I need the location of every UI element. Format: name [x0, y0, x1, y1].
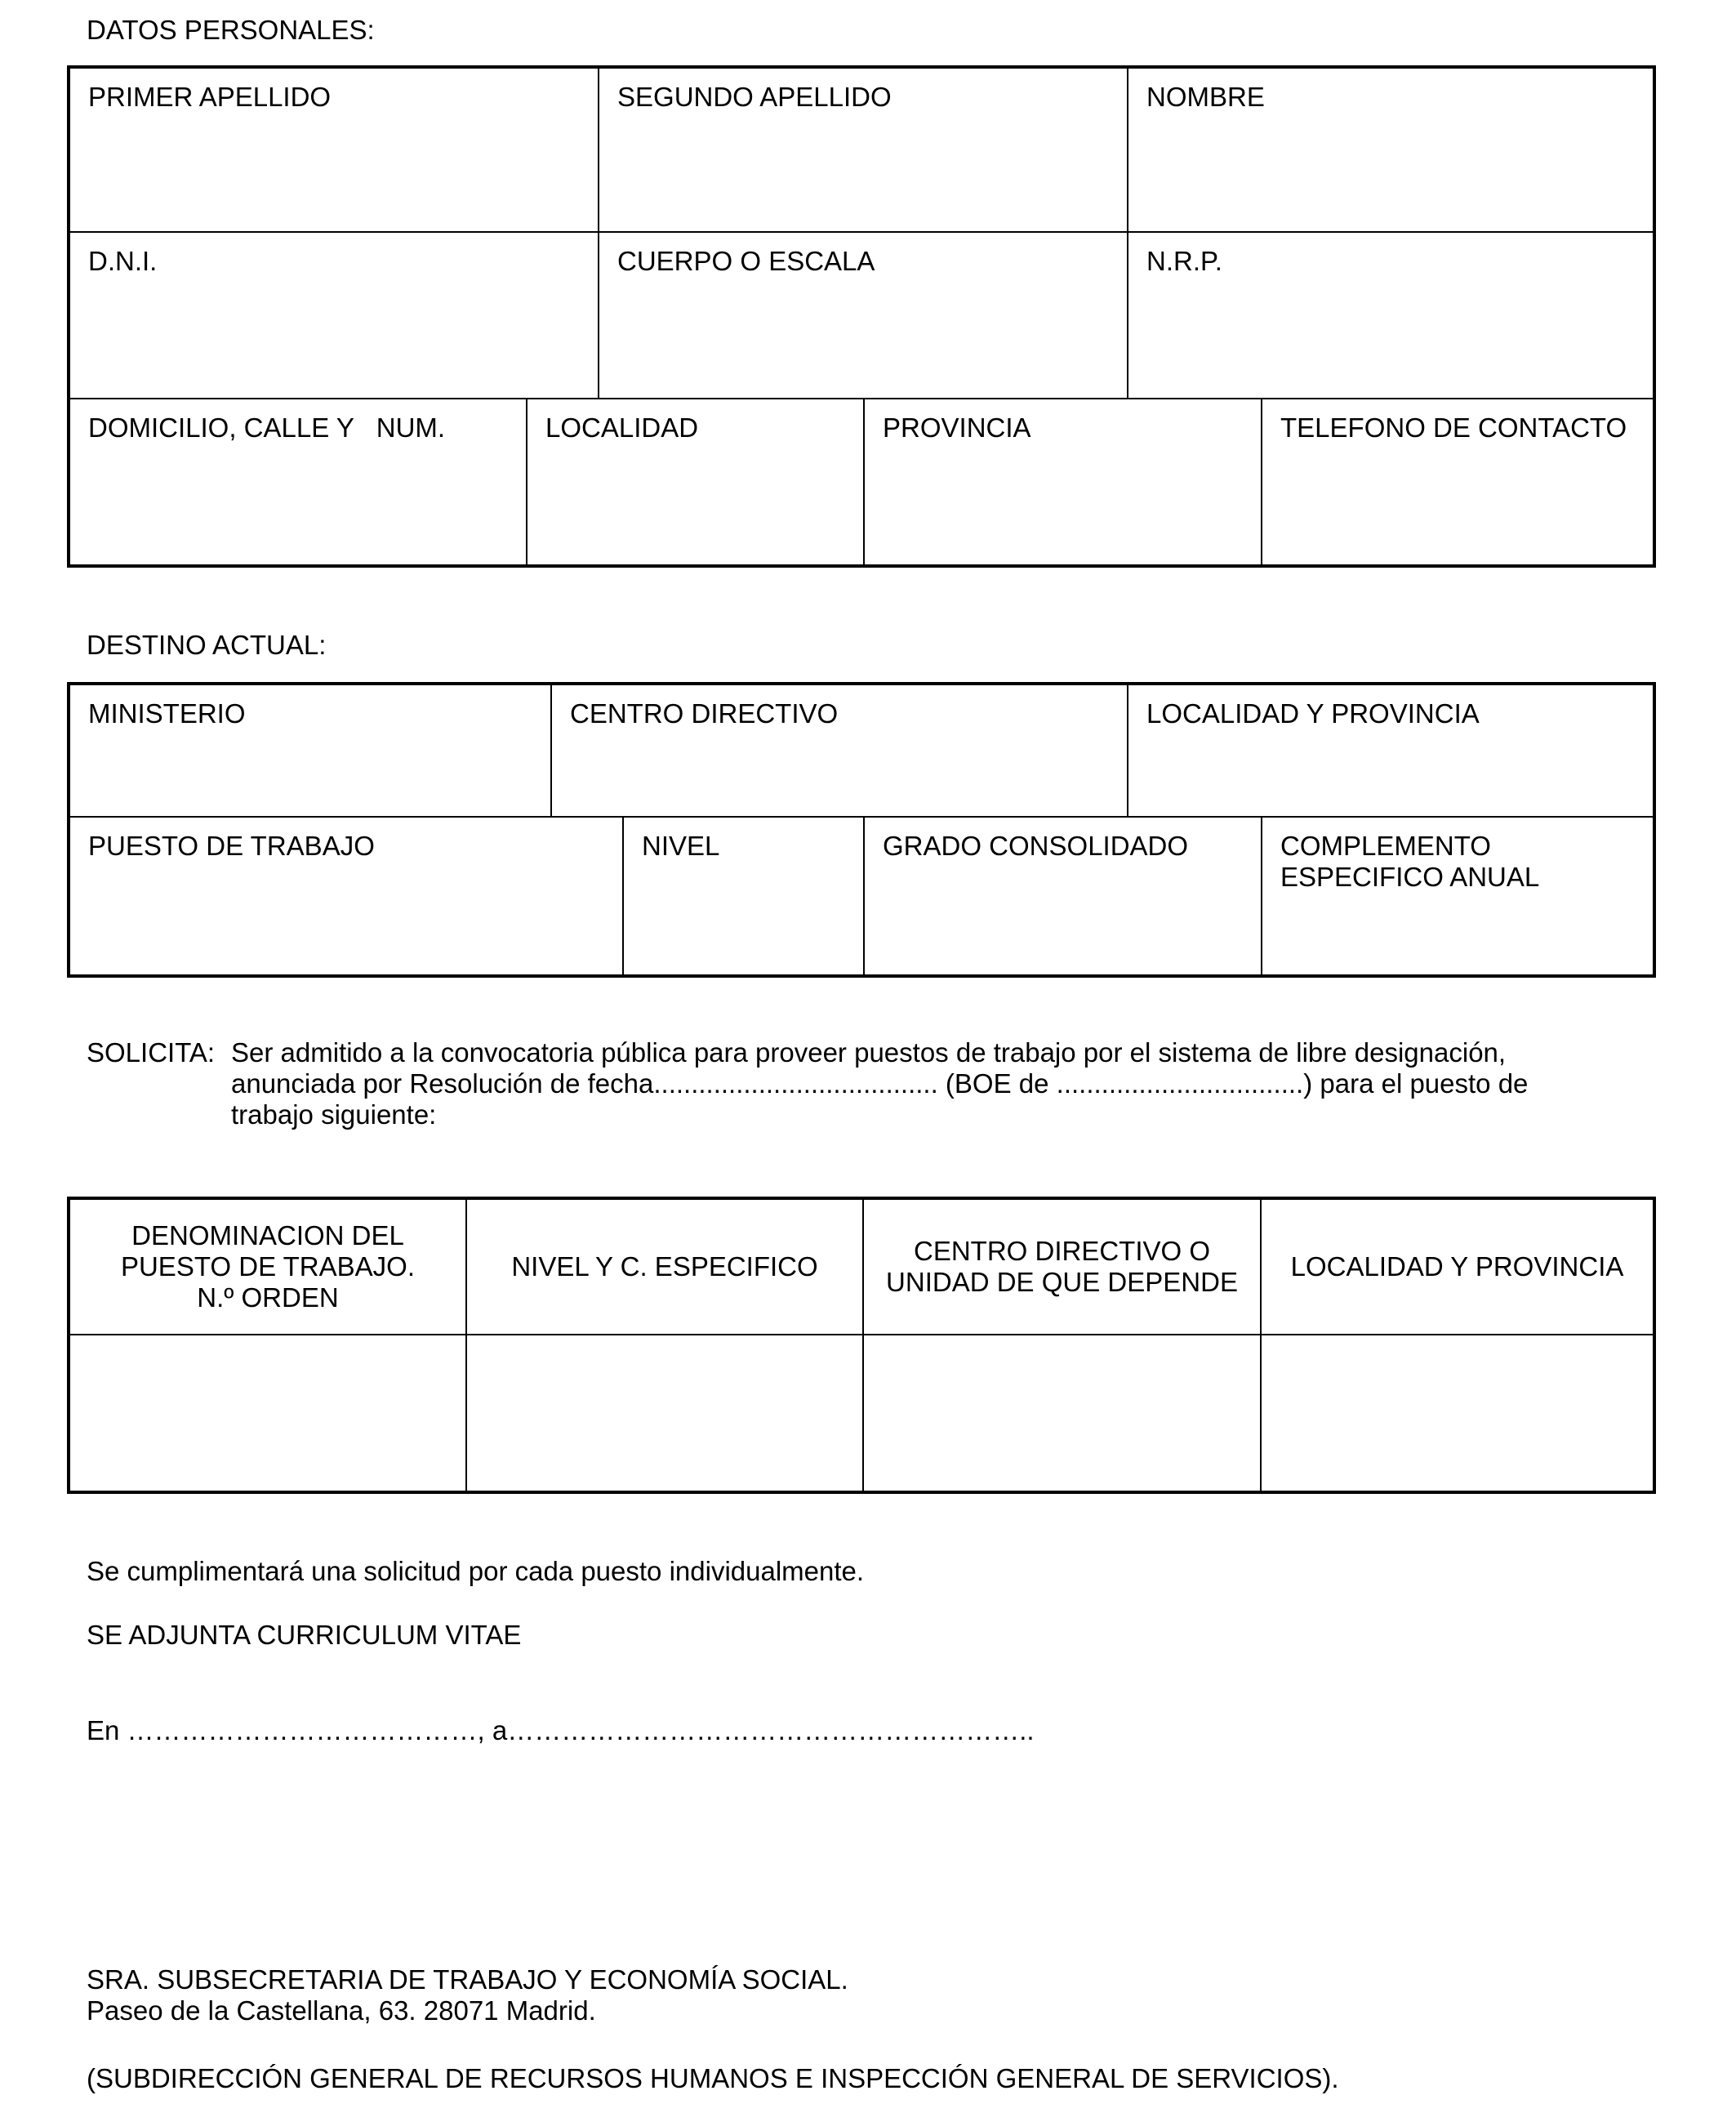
- grado-consolidado-field[interactable]: [864, 817, 1262, 975]
- localidad-label: LOCALIDAD: [545, 412, 699, 443]
- ministerio-field[interactable]: [69, 684, 551, 817]
- telefono-label: TELEFONO DE CONTACTO: [1280, 412, 1627, 443]
- nrp-label: N.R.P.: [1146, 246, 1222, 276]
- centro-directivo-label: CENTRO DIRECTIVO: [570, 698, 839, 729]
- destino-actual-heading: DESTINO ACTUAL:: [87, 630, 327, 660]
- nrp-field[interactable]: [1128, 232, 1654, 399]
- address-line-2: Paseo de la Castellana, 63. 28071 Madrid.: [87, 1995, 596, 2026]
- primer-apellido-label: PRIMER APELLIDO: [88, 82, 332, 112]
- complemento-label: COMPLEMENTO ESPECIFICO ANUAL: [1280, 831, 1540, 892]
- primer-apellido-field[interactable]: [69, 68, 599, 232]
- puesto-table-header-nivel: [466, 1199, 863, 1335]
- datos-personales-heading: DATOS PERSONALES:: [87, 15, 375, 45]
- ministerio-label: MINISTERIO: [88, 698, 246, 729]
- solicita-paragraph: [87, 1037, 1556, 1130]
- localidad-field[interactable]: [527, 399, 864, 565]
- domicilio-label: DOMICILIO, CALLE Y NUM.: [88, 412, 446, 443]
- puesto-table-header-nivel-text: NIVEL Y C. ESPECIFICO: [511, 1251, 818, 1282]
- complemento-field[interactable]: [1262, 817, 1654, 975]
- solicita-label: SOLICITA:: [87, 1037, 216, 1068]
- nivel-label: NIVEL: [642, 831, 720, 861]
- grado-consolidado-label: GRADO CONSOLIDADO: [883, 831, 1189, 861]
- nombre-field[interactable]: [1128, 68, 1654, 232]
- puesto-table-cell-centro[interactable]: [863, 1335, 1261, 1491]
- puesto-table-header-centro: [863, 1199, 1261, 1335]
- puesto-table-header-localidad: [1261, 1199, 1654, 1335]
- puesto-table-header-centro-text: CENTRO DIRECTIVO O UNIDAD DE QUE DEPENDE: [886, 1236, 1238, 1297]
- localidad-provincia-label: LOCALIDAD Y PROVINCIA: [1146, 698, 1480, 729]
- nivel-field[interactable]: [623, 817, 864, 975]
- solicita-line-2: anunciada por Resolución de fecha...................................... (BOE de .................................) para el puesto de: [231, 1068, 1529, 1099]
- puesto-table-cell-nivel[interactable]: [466, 1335, 863, 1491]
- puesto-table-cell-localidad[interactable]: [1261, 1335, 1654, 1491]
- lugar-fecha-line[interactable]: En …………………………………, a…………………………………………………..: [87, 1715, 1035, 1745]
- curriculum-note: SE ADJUNTA CURRICULUM VITAE: [87, 1620, 522, 1650]
- una-solicitud-note: Se cumplimentará una solicitud por cada puesto individualmente.: [87, 1556, 865, 1586]
- provincia-label: PROVINCIA: [883, 412, 1031, 443]
- dni-field[interactable]: [69, 232, 599, 399]
- puesto-table: [67, 1197, 1656, 1494]
- localidad-provincia-field[interactable]: [1128, 684, 1654, 817]
- nombre-label: NOMBRE: [1146, 82, 1265, 112]
- dni-label: D.N.I.: [88, 246, 158, 276]
- puesto-trabajo-field[interactable]: [69, 817, 623, 975]
- puesto-trabajo-label: PUESTO DE TRABAJO: [88, 831, 375, 861]
- puesto-table-header-localidad-text: LOCALIDAD Y PROVINCIA: [1290, 1251, 1624, 1282]
- address-line-1: SRA. SUBSECRETARIA DE TRABAJO Y ECONOMÍA SOCIAL.: [87, 1964, 848, 1995]
- segundo-apellido-field[interactable]: [599, 68, 1128, 232]
- cuerpo-escala-field[interactable]: [599, 232, 1128, 399]
- segundo-apellido-label: SEGUNDO APELLIDO: [617, 82, 892, 112]
- domicilio-field[interactable]: [69, 399, 527, 565]
- puesto-table-header-denominacion-text: DENOMINACION DEL PUESTO DE TRABAJO. N.º ORDEN: [120, 1220, 416, 1313]
- datos-personales-form: [67, 65, 1656, 568]
- solicita-line-1: Ser admitido a la convocatoria pública para proveer puestos de trabajo por el sistema de libre designación,: [231, 1037, 1507, 1068]
- centro-directivo-field[interactable]: [551, 684, 1128, 817]
- telefono-field[interactable]: [1262, 399, 1654, 565]
- solicita-line-3: trabajo siguiente:: [231, 1099, 437, 1130]
- cuerpo-escala-label: CUERPO O ESCALA: [617, 246, 875, 276]
- provincia-field[interactable]: [864, 399, 1262, 565]
- puesto-table-cell-denominacion[interactable]: [69, 1335, 466, 1491]
- puesto-table-header-denominacion: [69, 1199, 466, 1335]
- destino-actual-form: [67, 682, 1656, 978]
- address-line-3: (SUBDIRECCIÓN GENERAL DE RECURSOS HUMANOS E INSPECCIÓN GENERAL DE SERVICIOS).: [87, 2063, 1339, 2093]
